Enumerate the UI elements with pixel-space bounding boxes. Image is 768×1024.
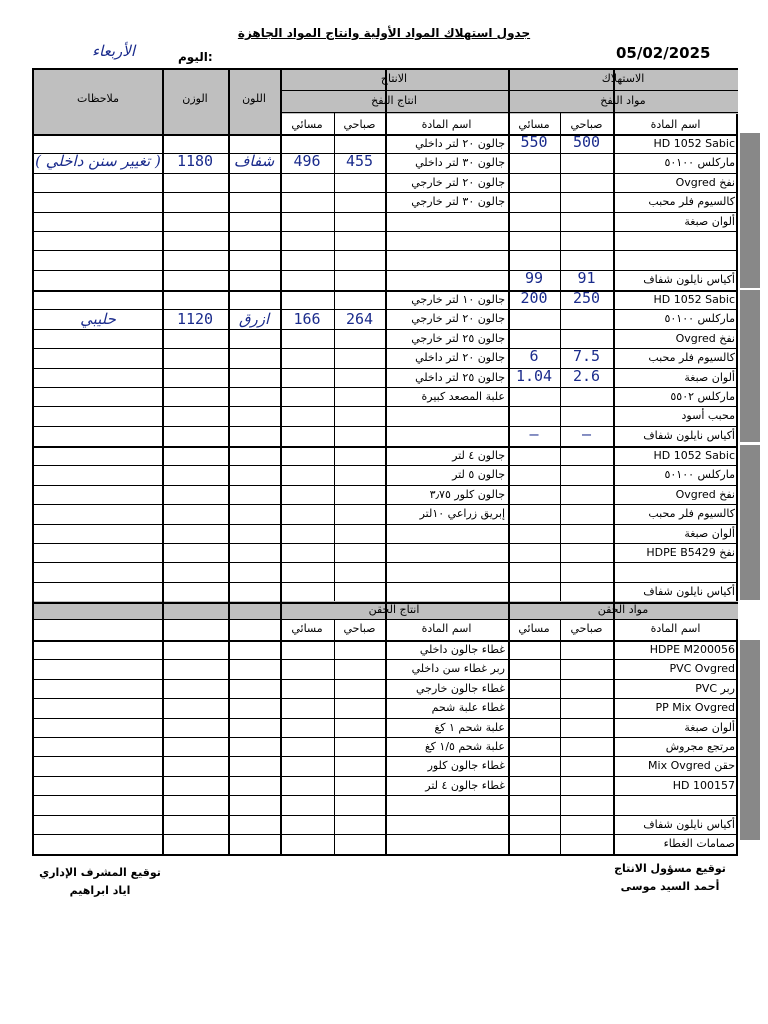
injection-material: حقن Mix Ovgred bbox=[648, 759, 735, 773]
production-evening-value: 496 bbox=[293, 152, 321, 170]
note-value: ( تغيير سنن داخلي ) bbox=[35, 152, 161, 170]
column-line bbox=[334, 619, 335, 856]
injection-product: غطاء علبة شحم bbox=[431, 701, 505, 715]
day-label: اليوم: bbox=[178, 50, 213, 64]
injection-material: PVC Ovgred bbox=[669, 662, 735, 676]
consumption-material: ماركلس ٥٠١٠٠ bbox=[664, 468, 735, 482]
consumption-evening-value: 1.04 bbox=[515, 366, 553, 385]
production-morning-value: 264 bbox=[345, 310, 374, 328]
consumption-material: نفخ Ovgred bbox=[675, 487, 735, 501]
production-evening-value: 166 bbox=[293, 310, 321, 328]
inj-prod-name-header: اسم المادة bbox=[421, 622, 472, 635]
consumption-morning-value: 250 bbox=[572, 289, 601, 307]
injection-product: غطاء جالون ٤ لتر bbox=[425, 778, 505, 792]
injection-production-header: انتاج الحقن bbox=[368, 603, 420, 616]
consumption-morning-value: — bbox=[581, 424, 592, 443]
production-product: جالون ٣٠ لتر خارجي bbox=[411, 195, 505, 209]
prod-evening-header: مسائي bbox=[291, 118, 323, 131]
production-product: جالون ٢٥ لتر خارجي bbox=[411, 331, 505, 345]
column-line bbox=[334, 112, 335, 601]
injection-product: ربر غطاء سن داخلي bbox=[411, 662, 505, 676]
color-value: شفاف bbox=[233, 152, 275, 170]
side-tab-4 bbox=[740, 640, 760, 840]
cons-name-header: اسم المادة bbox=[650, 118, 701, 131]
column-line bbox=[280, 70, 282, 856]
side-tab-2 bbox=[740, 290, 760, 442]
production-product: جالون ٥ لتر bbox=[452, 468, 505, 482]
supervisor-signature-title: توقيع المشرف الإداري bbox=[39, 866, 161, 879]
injection-product: غطاء جالون كلور bbox=[427, 759, 505, 773]
color-header: اللون bbox=[242, 92, 266, 105]
consumption-material: نفخ Ovgred bbox=[675, 175, 735, 189]
cons-morning-header: صباحي bbox=[570, 118, 603, 131]
production-product: إبريق زراعي ١٠لتر bbox=[419, 507, 505, 521]
column-line bbox=[560, 619, 561, 856]
injection-materials-header: مواد الحقن bbox=[597, 603, 649, 616]
consumption-material: ألوان صبغة bbox=[684, 370, 735, 384]
consumption-material: ألوان صبغة bbox=[684, 526, 735, 540]
production-product: جالون ٣٠ لتر داخلي bbox=[415, 156, 505, 170]
inj-prod-evening-header: مسائي bbox=[291, 622, 323, 635]
injection-material: أكياس نايلون شفاف bbox=[643, 817, 735, 831]
consumption-material: كالسيوم فلر محبب bbox=[648, 351, 735, 365]
consumption-material: HD 1052 Sabic bbox=[653, 293, 735, 306]
consumption-material: محبب أسود bbox=[681, 409, 735, 423]
injection-material: ألوان صبغة bbox=[684, 720, 735, 734]
column-line bbox=[385, 70, 387, 856]
injection-material: PP Mix Ovgred bbox=[655, 701, 735, 715]
consumption-material: كالسيوم فلر محبب bbox=[648, 507, 735, 521]
production-morning-value: 455 bbox=[345, 152, 374, 170]
production-signature-title: توقيع مسؤول الانتاج bbox=[614, 862, 726, 875]
consumption-production-table bbox=[32, 68, 738, 856]
injection-material: HD 100157 bbox=[672, 778, 735, 792]
consumption-material: نفخ HDPE B5429 bbox=[646, 546, 735, 559]
side-tab-1 bbox=[740, 133, 760, 288]
consumption-material: كالسيوم فلر محبب bbox=[648, 195, 735, 209]
consumption-material: ماركلس ٥٠١٠٠ bbox=[664, 312, 735, 326]
injection-material: ربر PVC bbox=[695, 681, 735, 695]
consumption-material: HD 1052 Sabic bbox=[653, 137, 735, 150]
consumption-material: نفخ Ovgred bbox=[675, 331, 735, 345]
column-line bbox=[162, 70, 164, 856]
production-product: جالون ٢٠ لتر داخلي bbox=[415, 351, 505, 365]
consumption-header: الاستهلاك bbox=[601, 72, 645, 85]
weight-value: 1120 bbox=[176, 310, 214, 328]
injection-product: غطاء جالون خارجي bbox=[416, 681, 505, 695]
inj-cons-evening-header: مسائي bbox=[518, 622, 550, 635]
date: 05/02/2025 bbox=[616, 44, 711, 62]
production-product: جالون ١٠ لتر خارجي bbox=[411, 293, 505, 306]
prod-name-header: اسم المادة bbox=[421, 118, 472, 131]
page-title: جدول استهلاك المواد الأولية وانتاج المواد الجاهزة bbox=[237, 26, 531, 40]
column-line bbox=[228, 70, 230, 856]
consumption-material: أكياس نايلون شفاف bbox=[643, 584, 735, 598]
production-header: الانتاج bbox=[380, 72, 408, 85]
inj-cons-morning-header: صباحي bbox=[570, 622, 603, 635]
production-product: جالون ٤ لتر bbox=[452, 449, 505, 462]
consumption-morning-value: 500 bbox=[572, 133, 601, 151]
inj-cons-name-header: اسم المادة bbox=[650, 622, 701, 635]
inj-prod-morning-header: صباحي bbox=[343, 622, 376, 635]
consumption-material: أكياس نايلون شفاف bbox=[643, 428, 735, 442]
supervisor-signature-name: اياد ابراهيم bbox=[69, 884, 131, 897]
note-value: حليبي bbox=[80, 310, 116, 328]
production-product: جالون ٢٠ لتر داخلي bbox=[415, 137, 505, 150]
notes-header: ملاحظات bbox=[77, 92, 119, 105]
prod-morning-header: صباحي bbox=[343, 118, 376, 131]
column-line bbox=[385, 90, 386, 114]
consumption-material: أكياس نايلون شفاف bbox=[643, 272, 735, 286]
injection-product: علبة شحم ١ كغ bbox=[434, 720, 505, 734]
consumption-morning-value: 7.5 bbox=[572, 347, 601, 366]
weight-header: الوزن bbox=[182, 92, 208, 105]
consumption-evening-value: 200 bbox=[520, 289, 548, 307]
consumption-evening-value: 550 bbox=[520, 133, 548, 151]
production-product: جالون ٢٥ لتر داخلي bbox=[415, 370, 505, 384]
color-value: ازرق bbox=[238, 310, 270, 328]
consumption-evening-value: 6 bbox=[529, 347, 539, 366]
production-product: جالون ٢٠ لتر خارجي bbox=[411, 312, 505, 326]
production-product: علبة المصعد كبيرة bbox=[421, 390, 505, 403]
consumption-evening-value: 99 bbox=[524, 268, 544, 287]
consumption-material: HD 1052 Sabic bbox=[653, 449, 735, 462]
production-product: جالون ٢٠ لتر خارجي bbox=[411, 175, 505, 189]
day-value: الأربعاء bbox=[92, 42, 136, 60]
column-line bbox=[508, 70, 510, 856]
blow-production-header: انتاج النفخ bbox=[371, 94, 417, 107]
injection-product: غطاء جالون داخلي bbox=[419, 643, 505, 656]
injection-material: صمامات الغطاء bbox=[663, 837, 735, 850]
consumption-material: ألوان صبغة bbox=[684, 214, 735, 228]
blow-materials-header: مواد النفخ bbox=[600, 94, 646, 107]
consumption-morning-value: 91 bbox=[577, 268, 596, 287]
production-signature-name: أحمد السيد موسى bbox=[620, 880, 720, 893]
injection-material: مرتجع مجروش bbox=[665, 740, 735, 753]
consumption-evening-value: — bbox=[529, 424, 539, 443]
consumption-material: ماركلس ٥٠١٠٠ bbox=[664, 156, 735, 170]
column-line bbox=[560, 112, 561, 601]
cons-evening-header: مسائي bbox=[518, 118, 550, 131]
injection-product: علبة شحم ١/٥ كغ bbox=[424, 740, 505, 753]
consumption-material: ماركلس ٥٥٠٢ bbox=[670, 390, 735, 403]
injection-material: HDPE M200056 bbox=[649, 643, 735, 656]
column-line bbox=[613, 70, 615, 856]
consumption-morning-value: 2.6 bbox=[572, 366, 601, 385]
production-product: جالون كلور ٣٫٧٥ bbox=[429, 487, 505, 501]
side-tab-3 bbox=[740, 445, 760, 600]
weight-value: 1180 bbox=[176, 152, 214, 170]
